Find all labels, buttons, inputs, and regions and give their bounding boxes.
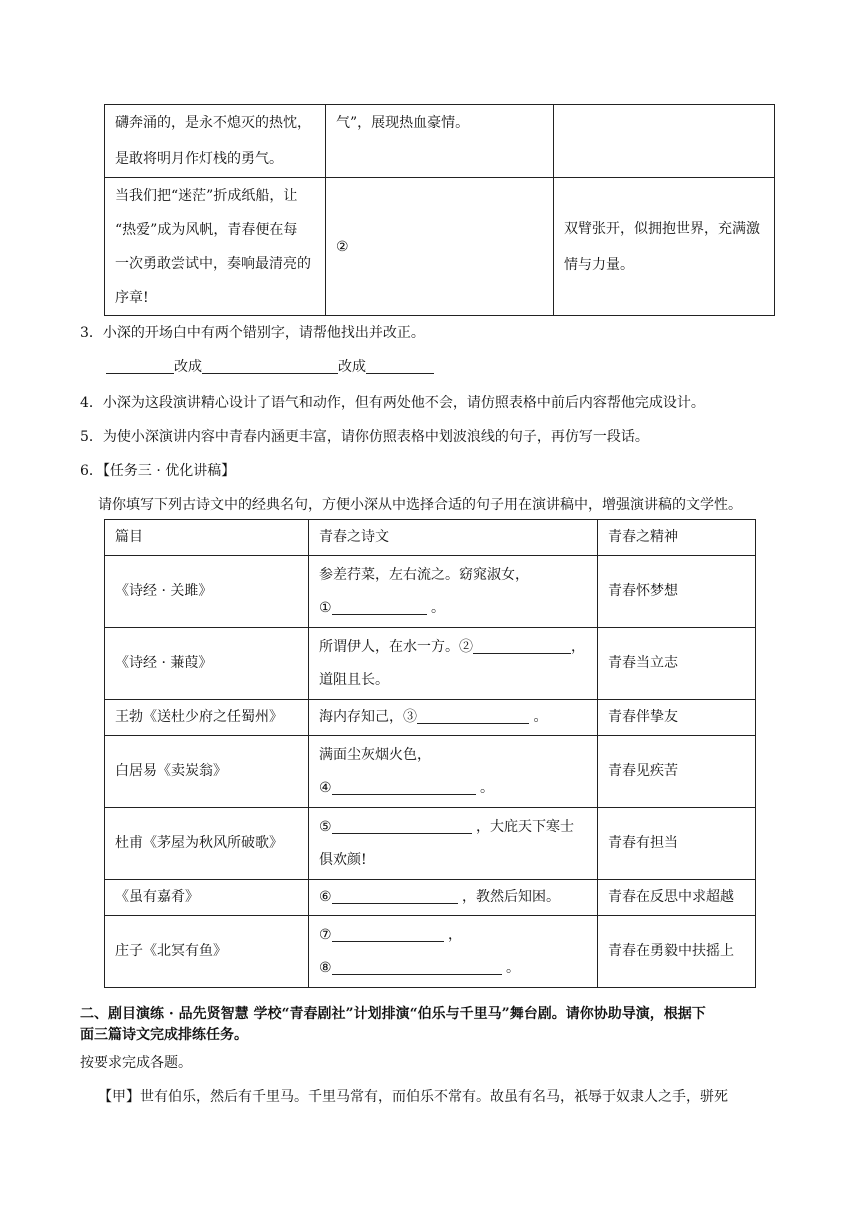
- section-2-instruction: 按要求完成各题。: [80, 1055, 192, 1071]
- table-row: [105, 700, 756, 736]
- question-6-intro: 请你填写下列古诗文中的经典名句，方便小深从中选择合适的句子用在演讲稿中，增强演讲稿的文学性。: [98, 497, 742, 513]
- answer-blank[interactable]: [202, 357, 338, 374]
- answer-blank[interactable]: [332, 887, 458, 904]
- table-row: [105, 178, 775, 316]
- cell-text-line: 气”，展现热血豪情。: [336, 115, 470, 131]
- spirit-cell: 青春在勇毅中扶摇上: [598, 916, 756, 988]
- speech-design-table: [104, 104, 775, 316]
- title-cell: 《虽有嘉肴》: [105, 880, 309, 916]
- cell-text-line: 情与力量。: [564, 256, 634, 273]
- header-cell: 青春之精神: [598, 520, 756, 556]
- spirit-cell: 青春见疾苦: [598, 736, 756, 808]
- spirit-cell: 青春怀梦想: [598, 556, 756, 628]
- cell-text-line: 所谓伊人，在水一方。② ，: [319, 638, 585, 655]
- answer-blank[interactable]: [332, 925, 444, 942]
- question-4: 4．小深为这段演讲精心设计了语气和动作，但有两处他不会，请仿照表格中前后内容帮他完成设计。: [80, 395, 705, 411]
- text-cell: [309, 808, 598, 880]
- text-cell: 海内存知己，③ 。: [309, 700, 598, 736]
- header-cell: 篇目: [105, 520, 309, 556]
- table-cell: [105, 105, 326, 178]
- cell-text-line: 双臂张开，似拥抱世界，充满激: [564, 220, 760, 237]
- cell-text-line: ⑤ ，大庇天下寒士: [319, 818, 575, 835]
- cell-text-line: ① 。: [319, 599, 446, 616]
- table-cell: [326, 105, 554, 178]
- cell-text-line: 当我们把“迷茫”折成纸船，让: [115, 187, 298, 204]
- question-5: 5．为使小深演讲内容中青春内涵更丰富，请你仿照表格中划波浪线的句子，再仿写一段话。: [80, 429, 649, 445]
- cell-text-line: 满面尘灰烟火色，: [319, 746, 431, 763]
- title-cell: 白居易《卖炭翁》: [105, 736, 309, 808]
- spirit-cell: 青春在反思中求超越: [598, 880, 756, 916]
- table-cell: [105, 178, 326, 316]
- title-cell: 《诗经 · 关雎》: [105, 556, 309, 628]
- header-cell: 青春之诗文: [309, 520, 598, 556]
- answer-blank[interactable]: [106, 357, 174, 374]
- text-cell: [309, 628, 598, 700]
- text-cell: ⑥ ，教然后知困。: [309, 880, 598, 916]
- table-header-row: [105, 520, 756, 556]
- text-cell: [309, 736, 598, 808]
- cell-text-line: 是敢将明月作灯栈的勇气。: [115, 151, 283, 167]
- cell-text-line: 礴奔涌的，是永不熄灭的热忱，: [115, 115, 311, 131]
- cell-text-line: 道阻且长。: [319, 671, 389, 688]
- table-row: [105, 880, 756, 916]
- table-row: [105, 916, 756, 988]
- passage-jia: 【甲】世有伯乐，然后有千里马。千里马常有，而伯乐不常有。故虽有名马，祇辱于奴隶人之手，骈死: [98, 1089, 728, 1105]
- poetry-table: [104, 519, 756, 988]
- answer-blank[interactable]: [332, 598, 427, 615]
- table-row: [105, 736, 756, 808]
- correction-line: [106, 356, 434, 376]
- section-2-heading-line-2: 面三篇诗文完成排练任务。: [80, 1027, 248, 1043]
- answer-blank[interactable]: [366, 357, 434, 374]
- cell-text-line: ④ 。: [319, 779, 495, 796]
- blank-marker: ②: [336, 238, 349, 255]
- question-3: 3．小深的开场白中有两个错别字，请帮他找出并改正。: [80, 325, 425, 341]
- cell-text-line: 参差荇菜，左右流之。窈窕淑女，: [319, 566, 529, 583]
- text-cell: [309, 556, 598, 628]
- answer-blank[interactable]: [332, 817, 472, 834]
- title-cell: 杜甫《茅屋为秋风所破歌》: [105, 808, 309, 880]
- text-cell: [309, 916, 598, 988]
- section-2-heading-line-1: 二、剧目演练 · 品先贤智慧 学校“青春剧社”计划排演“伯乐与千里马”舞台剧。请你协助导演，根据下: [80, 1006, 706, 1022]
- table-cell: [554, 178, 775, 316]
- spirit-cell: 青春当立志: [598, 628, 756, 700]
- cell-text-line: 一次勇敢尝试中，奏响最清亮的: [115, 255, 311, 272]
- title-cell: 庄子《北冥有鱼》: [105, 916, 309, 988]
- cell-text-line: 俱欢颜!: [319, 851, 367, 868]
- change-label: 改成: [338, 359, 366, 375]
- table-row: [105, 556, 756, 628]
- cell-text-line: “热爱”成为风帆，青春便在每: [115, 221, 298, 238]
- title-cell: 《诗经 · 蒹葭》: [105, 628, 309, 700]
- cell-text-line: ⑦ ，: [319, 926, 463, 943]
- answer-blank[interactable]: [332, 958, 502, 975]
- spirit-cell: 青春伴挚友: [598, 700, 756, 736]
- answer-blank[interactable]: [332, 778, 476, 795]
- spirit-cell: 青春有担当: [598, 808, 756, 880]
- answer-blank[interactable]: [417, 707, 529, 724]
- question-6-title: 6．【任务三 · 优化讲稿】: [80, 463, 236, 479]
- table-row: [105, 105, 775, 178]
- table-row: [105, 808, 756, 880]
- cell-text-line: 序章!: [115, 289, 149, 306]
- title-cell: 王勃《送杜少府之任蜀州》: [105, 700, 309, 736]
- table-cell: [326, 178, 554, 316]
- table-cell: [554, 105, 775, 178]
- cell-text-line: ⑧ 。: [319, 959, 521, 976]
- change-label: 改成: [174, 359, 202, 375]
- answer-blank[interactable]: [473, 637, 571, 654]
- table-row: [105, 628, 756, 700]
